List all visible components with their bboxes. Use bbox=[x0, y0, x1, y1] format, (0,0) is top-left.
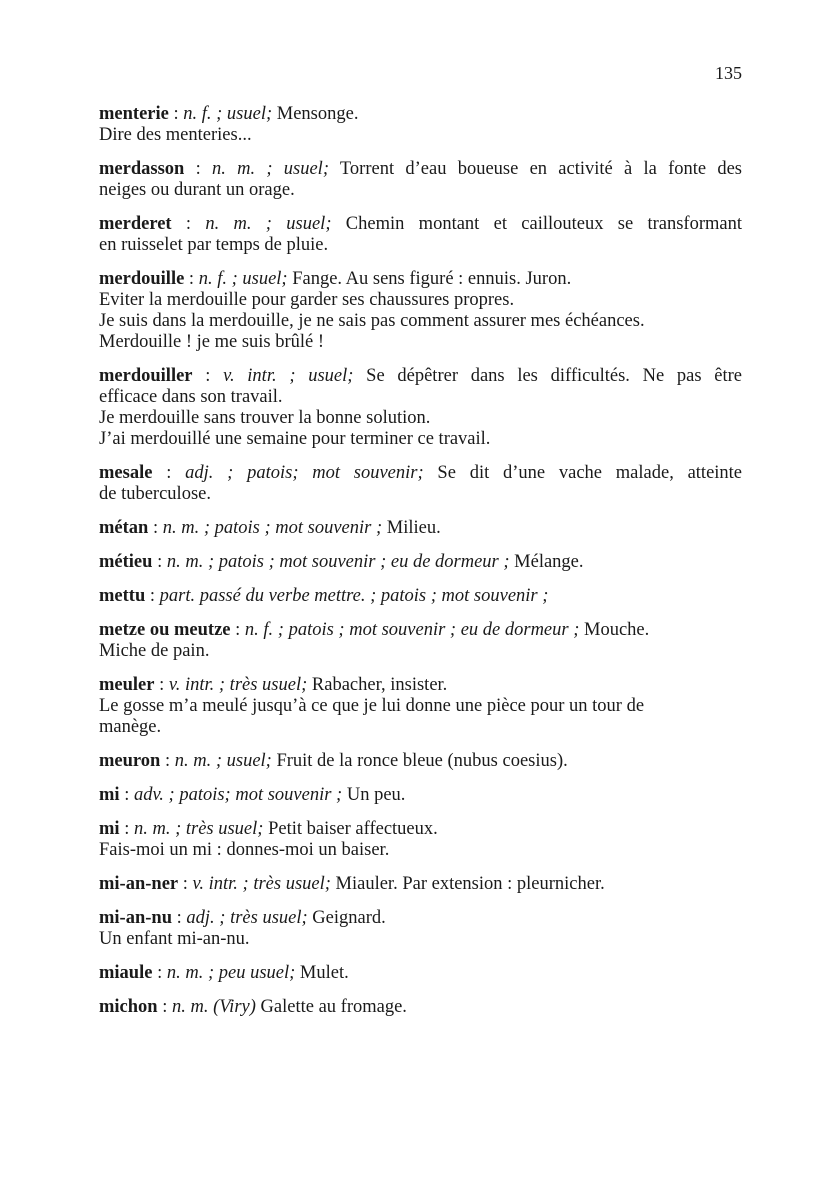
example-line: J’ai merdouillé une semaine pour terminer ce travail. bbox=[99, 429, 491, 449]
dictionary-entry bbox=[99, 785, 742, 806]
example-line: Je merdouille sans trouver la bonne solution. bbox=[99, 408, 431, 428]
definition-text: Mulet. bbox=[299, 963, 349, 983]
dictionary-entry bbox=[99, 997, 742, 1018]
dictionary-entry bbox=[99, 586, 742, 607]
definition-text: Miauler. Par extension : pleurnicher. bbox=[335, 874, 605, 894]
grammar-label: v. intr. ; très usuel; bbox=[192, 874, 331, 894]
definition-text: Torrent d’eau boueuse en activité à la fonte des bbox=[339, 159, 743, 179]
grammar-label: part. passé du verbe mettre. ; patois ; mot souvenir ; bbox=[159, 586, 549, 606]
definition-text: Se dit d’une vache malade, atteinte bbox=[437, 463, 743, 483]
definition-first-line: métan : n. m. ; patois ; mot souvenir ; Milieu. bbox=[99, 518, 441, 538]
grammar-label: n. m. ; usuel; bbox=[211, 159, 329, 179]
example-line: Eviter la merdouille pour garder ses chaussures propres. bbox=[99, 290, 515, 310]
definition-first-line: métieu : n. m. ; patois ; mot souvenir ; eu de dormeur ; Mélange. bbox=[99, 552, 584, 572]
headword: merdouille bbox=[99, 269, 185, 289]
grammar-label: n. f. ; usuel; bbox=[198, 269, 288, 289]
headword: merdouiller bbox=[99, 366, 193, 386]
grammar-label: adj. ; patois; mot souvenir; bbox=[185, 463, 424, 483]
entry-list bbox=[99, 104, 742, 1031]
definition-text: Fruit de la ronce bleue (nubus coesius). bbox=[276, 751, 568, 771]
definition-text: Mensonge. bbox=[276, 104, 359, 124]
grammar-label: n. m. ; usuel; bbox=[174, 751, 272, 771]
definition-text: Un peu. bbox=[346, 785, 406, 805]
dictionary-entry bbox=[99, 819, 742, 861]
grammar-label: v. intr. ; très usuel; bbox=[168, 675, 308, 695]
dictionary-entry bbox=[99, 675, 742, 738]
grammar-label: n. m. ; patois ; mot souvenir ; bbox=[162, 518, 383, 538]
definition-first-line: metze ou meutze : n. f. ; patois ; mot souvenir ; eu de dormeur ; Mouche. bbox=[99, 620, 650, 640]
headword: mesale bbox=[99, 463, 153, 483]
headword: mi bbox=[99, 819, 120, 839]
definition-first-line: merdouiller : v. intr. ; usuel; Se dépêtrer dans les difficultés. Ne pas être bbox=[99, 366, 743, 386]
definition-first-line: meuron : n. m. ; usuel; Fruit de la ronce bleue (nubus coesius). bbox=[99, 751, 568, 771]
grammar-label: n. m. (Viry) bbox=[171, 997, 256, 1017]
definition-first-line: merdouille : n. f. ; usuel; Fange. Au sens figuré : ennuis. Juron. bbox=[99, 269, 572, 289]
headword: michon bbox=[99, 997, 158, 1017]
dictionary-entry bbox=[99, 908, 742, 950]
dictionary-entry bbox=[99, 366, 742, 450]
definition-first-line: menterie : n. f. ; usuel; Mensonge. bbox=[99, 104, 359, 124]
dictionary-entry bbox=[99, 620, 742, 662]
grammar-label: adj. ; très usuel; bbox=[186, 908, 308, 928]
example-line: Le gosse m’a meulé jusqu’à ce que je lui donne une pièce pour un tour de bbox=[99, 696, 645, 716]
definition-text: Galette au fromage. bbox=[260, 997, 407, 1017]
example-line: Dire des menteries... bbox=[99, 125, 252, 145]
definition-first-line: mi-an-ner : v. intr. ; très usuel; Miauler. Par extension : pleurnicher. bbox=[99, 874, 605, 894]
headword: métieu bbox=[99, 552, 153, 572]
definition-first-line: miaule : n. m. ; peu usuel; Mulet. bbox=[99, 963, 349, 983]
definition-text: neiges ou durant un orage. bbox=[99, 180, 295, 200]
definition-text: Mélange. bbox=[514, 552, 584, 572]
definition-first-line: mettu : part. passé du verbe mettre. ; patois ; mot souvenir ; bbox=[99, 586, 549, 606]
dictionary-entry bbox=[99, 963, 742, 984]
example-line: Miche de pain. bbox=[99, 641, 210, 661]
definition-first-line: mesale : adj. ; patois; mot souvenir; Se dit d’une vache malade, atteinte bbox=[99, 463, 743, 483]
headword: mi bbox=[99, 785, 120, 805]
definition-first-line: michon : n. m. (Viry) Galette au fromage. bbox=[99, 997, 407, 1017]
grammar-label: n. f. ; usuel; bbox=[183, 104, 273, 124]
definition-text: Se dépêtrer dans les difficultés. Ne pas être bbox=[366, 366, 743, 386]
dictionary-entry bbox=[99, 214, 742, 256]
grammar-label: n. m. ; très usuel; bbox=[133, 819, 264, 839]
definition-text: Mouche. bbox=[584, 620, 650, 640]
dictionary-entry bbox=[99, 463, 742, 505]
definition-text: Fange. Au sens figuré : ennuis. Juron. bbox=[292, 269, 572, 289]
headword: metze ou meutze bbox=[99, 620, 231, 640]
definition-continuation-line bbox=[99, 180, 742, 201]
example-line: Un enfant mi-an-nu. bbox=[99, 929, 250, 949]
headword: mi-an-nu bbox=[99, 908, 172, 928]
headword: mettu bbox=[99, 586, 146, 606]
dictionary-entry bbox=[99, 159, 742, 201]
definition-first-line: merderet : n. m. ; usuel; Chemin montant et caillouteux se transformant bbox=[99, 214, 742, 234]
dictionary-entry bbox=[99, 269, 742, 353]
grammar-label: v. intr. ; usuel; bbox=[223, 366, 354, 386]
definition-first-line: mi : n. m. ; très usuel; Petit baiser affectueux. bbox=[99, 819, 438, 839]
example-line: Je suis dans la merdouille, je ne sais pas comment assurer mes échéances. bbox=[99, 311, 645, 331]
dictionary-entry bbox=[99, 518, 742, 539]
definition-first-line: mi : adv. ; patois; mot souvenir ; Un peu. bbox=[99, 785, 406, 805]
definition-text: Geignard. bbox=[312, 908, 386, 928]
definition-text: Milieu. bbox=[386, 518, 441, 538]
definition-text: de tuberculose. bbox=[99, 484, 211, 504]
definition-first-line: merdasson : n. m. ; usuel; Torrent d’eau boueuse en activité à la fonte des bbox=[99, 159, 743, 179]
grammar-label: adv. ; patois; mot souvenir ; bbox=[133, 785, 343, 805]
page-number: 135 bbox=[715, 63, 742, 83]
headword: meuler bbox=[99, 675, 155, 695]
definition-continuation-line bbox=[99, 387, 742, 408]
dictionary-entry bbox=[99, 874, 742, 895]
grammar-label: n. m. ; patois ; mot souvenir ; eu de dormeur ; bbox=[166, 552, 510, 572]
definition-text: efficace dans son travail. bbox=[99, 387, 283, 407]
headword: métan bbox=[99, 518, 149, 538]
definition-text: en ruisselet par temps de pluie. bbox=[99, 235, 329, 255]
headword: merdasson bbox=[99, 159, 185, 179]
grammar-label: n. m. ; usuel; bbox=[205, 214, 332, 234]
definition-continuation-line bbox=[99, 484, 742, 505]
definition-first-line: meuler : v. intr. ; très usuel; Rabacher, insister. bbox=[99, 675, 448, 695]
grammar-label: n. f. ; patois ; mot souvenir ; eu de dormeur ; bbox=[244, 620, 580, 640]
definition-text: Petit baiser affectueux. bbox=[268, 819, 438, 839]
dictionary-entry bbox=[99, 552, 742, 573]
dictionary-entry bbox=[99, 104, 742, 146]
headword: miaule bbox=[99, 963, 153, 983]
headword: meuron bbox=[99, 751, 161, 771]
headword: merderet bbox=[99, 214, 172, 234]
example-line: manège. bbox=[99, 717, 162, 737]
example-line: Merdouille ! je me suis brûlé ! bbox=[99, 332, 325, 352]
definition-continuation-line bbox=[99, 235, 742, 256]
headword: mi-an-ner bbox=[99, 874, 179, 894]
definition-first-line: mi-an-nu : adj. ; très usuel; Geignard. bbox=[99, 908, 386, 928]
definition-text: Rabacher, insister. bbox=[311, 675, 448, 695]
grammar-label: n. m. ; peu usuel; bbox=[166, 963, 296, 983]
example-line: Fais-moi un mi : donnes-moi un baiser. bbox=[99, 840, 390, 860]
headword: menterie bbox=[99, 104, 169, 124]
dictionary-entry bbox=[99, 751, 742, 772]
definition-text: Chemin montant et caillouteux se transformant bbox=[345, 214, 742, 234]
